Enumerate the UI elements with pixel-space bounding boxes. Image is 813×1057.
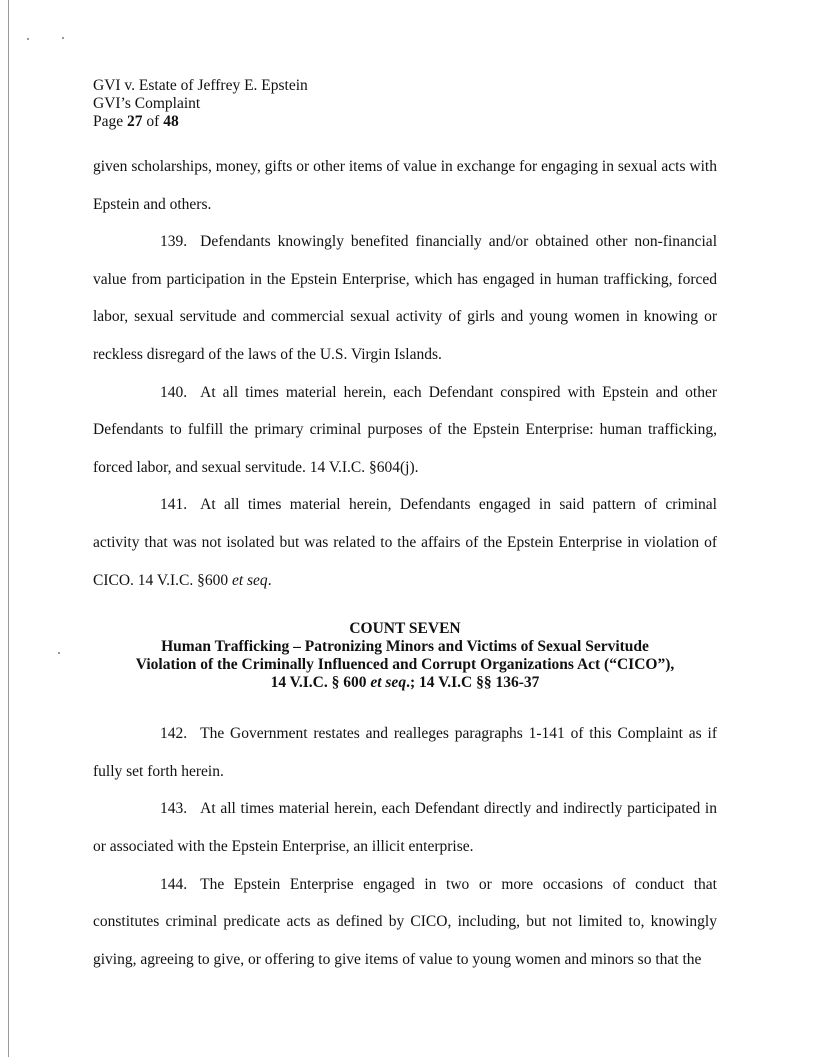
document-title: GVI’s Complaint: [93, 95, 201, 112]
paragraph-139: [93, 223, 717, 373]
paragraph-continuation: given scholarships, money, gifts or other items of value in exchange for engaging in sexual acts with Epstein and others.: [93, 158, 717, 213]
paragraph-number: 143.: [160, 800, 188, 818]
current-page: 27: [127, 113, 143, 130]
paragraph-text: At all times material herein, each Defendant directly and indirectly participated in or associated with the Epstein Enterprise, an illicit enterprise.: [93, 800, 717, 855]
count-title: COUNT SEVEN: [349, 620, 461, 638]
paragraph-142: [93, 715, 717, 790]
count-subtitle-1: Human Trafficking – Patronizing Minors and Victims of Sexual Servitude: [161, 638, 649, 656]
page-number: Page 27 of 48: [93, 113, 179, 130]
paragraph-text: At all times material herein, each Defendant conspired with Epstein and other Defendants to fulfill the primary criminal purposes of the Epstein Enterprise: human trafficking, forced labor, and sexual servitude. 14 V.I.C. §604(j).: [93, 383, 717, 476]
paragraph-number: 142.: [160, 725, 188, 743]
paragraph-text: The Government restates and realleges paragraphs 1-141 of this Complaint as if fully set forth herein.: [93, 725, 717, 780]
paragraph-144: [93, 866, 717, 979]
scan-speck: [58, 652, 60, 654]
case-caption: GVI v. Estate of Jeffrey E. Epstein: [93, 77, 308, 94]
paragraph-text: At all times material herein, Defendants engaged in said pattern of criminal activity that was not isolated but was related to the affairs of the Epstein Enterprise in violation of CICO. 14 V.I.C. §600: [93, 496, 717, 589]
paragraph-number: 144.: [160, 875, 188, 893]
count-subtitle-3: 14 V.I.C. § 600 et seq.; 14 V.I.C §§ 136-37: [270, 674, 540, 692]
total-pages: 48: [163, 113, 179, 130]
paragraph-number: 139.: [160, 233, 188, 251]
paragraph-140: [93, 374, 717, 487]
paragraph-number: 140.: [160, 383, 188, 401]
count-heading: [93, 620, 717, 692]
paragraph-text: Defendants knowingly benefited financially and/or obtained other non-financial value from participation in the Epstein Enterprise, which has engaged in human trafficking, forced labor, sexual servitude and commercial sexual activity of girls and young women in knowing or reckless disregard of the laws of the U.S. Virgin Islands.: [93, 233, 717, 363]
scan-speck: [62, 37, 64, 39]
scan-margin-line: [8, 0, 9, 1057]
paragraph-text: The Epstein Enterprise engaged in two or more occasions of conduct that constitutes criminal predicate acts as defined by CICO, including, but not limited to, knowingly giving, agreeing to give, or offering to give items of value to young women and minors so that the: [93, 875, 717, 968]
scan-speck: [27, 38, 29, 40]
paragraph-143: [93, 790, 717, 865]
document-body: [93, 148, 717, 978]
page-header: [93, 77, 308, 131]
paragraph-italic: et seq: [231, 571, 268, 589]
count-subtitle-2: Violation of the Criminally Influenced and Corrupt Organizations Act (“CICO”),: [135, 656, 675, 674]
paragraph-number: 141.: [160, 496, 188, 514]
paragraph-141: 141. At all times material herein, Defendants engaged in said pattern of criminal activity that was not isolated but was related to the affairs of the Epstein Enterprise in violation of CICO. 14 V.I.C. §600 et seq.: [93, 486, 717, 599]
